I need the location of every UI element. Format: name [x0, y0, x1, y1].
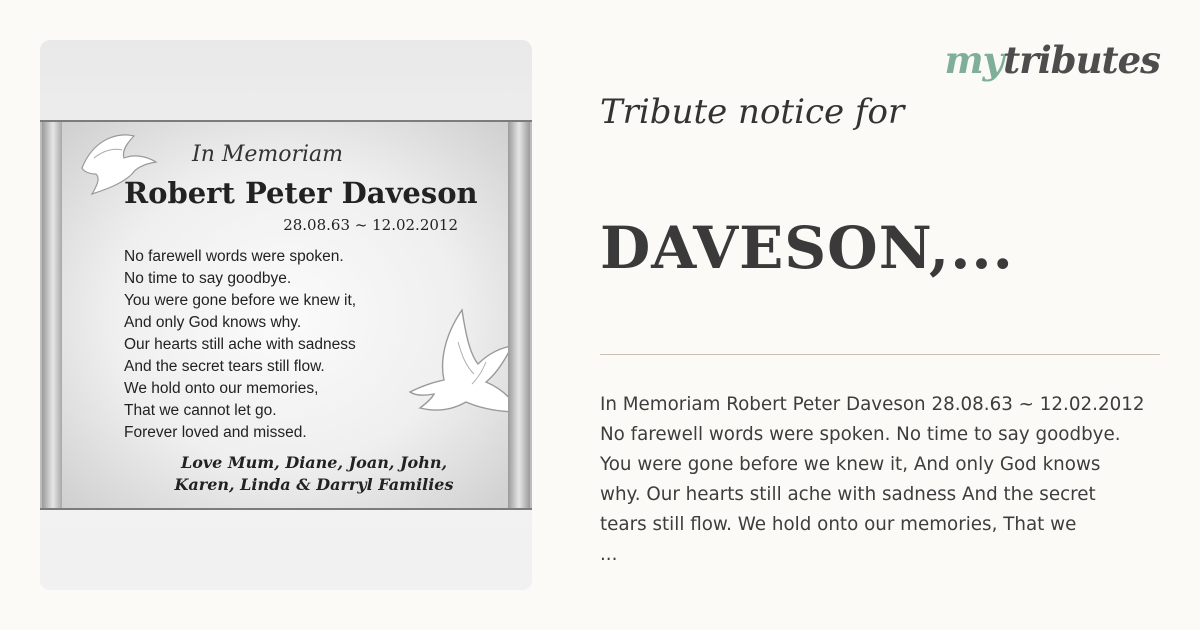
- logo-tributes: tributes: [1003, 38, 1160, 82]
- poem-line: You were gone before we knew it,: [124, 292, 357, 309]
- page-subtitle: Tribute notice for: [600, 92, 905, 132]
- poem-line: We hold onto our memories,: [124, 380, 319, 397]
- notice-excerpt: [600, 390, 1164, 570]
- notice-paper: [62, 122, 510, 508]
- excerpt-line: In Memoriam Robert Peter Daveson 28.08.63 ~ 12.02.2012: [600, 394, 1145, 415]
- logo-my: my: [944, 38, 1004, 82]
- page-title: DAVESON,...: [600, 214, 1014, 282]
- poem-line: And the secret tears still flow.: [124, 358, 325, 375]
- notice-signoff: [144, 452, 484, 496]
- poem-line: Forever loved and missed.: [124, 424, 307, 441]
- excerpt-line: why. Our hearts still ache with sadness And the secret: [600, 484, 1096, 505]
- notice-poem: [124, 246, 424, 444]
- scroll-edge-left: [42, 122, 64, 508]
- tribute-notice-image: [40, 40, 532, 590]
- excerpt-line: ...: [600, 544, 618, 565]
- excerpt-line: No farewell words were spoken. No time to say goodbye.: [600, 424, 1121, 445]
- poem-line: No time to say goodbye.: [124, 270, 292, 287]
- notice-deceased-name: Robert Peter Daveson: [124, 176, 478, 210]
- notice-heading: In Memoriam: [192, 142, 344, 167]
- signoff-line: Karen, Linda & Darryl Families: [174, 475, 454, 494]
- poem-line: And only God knows why.: [124, 314, 302, 331]
- scroll-edge-right: [508, 122, 530, 508]
- poem-line: That we cannot let go.: [124, 402, 277, 419]
- mytributes-logo: [944, 38, 1160, 82]
- notice-scroll: [40, 120, 532, 510]
- signoff-line: Love Mum, Diane, Joan, John,: [180, 453, 448, 472]
- excerpt-line: You were gone before we knew it, And only God knows: [600, 454, 1101, 475]
- notice-dates: 28.08.63 ~ 12.02.2012: [283, 216, 458, 234]
- poem-line: Our hearts still ache with sadness: [124, 336, 356, 353]
- excerpt-line: tears still flow. We hold onto our memories, That we: [600, 514, 1077, 535]
- divider: [600, 354, 1160, 355]
- poem-line: No farewell words were spoken.: [124, 248, 344, 265]
